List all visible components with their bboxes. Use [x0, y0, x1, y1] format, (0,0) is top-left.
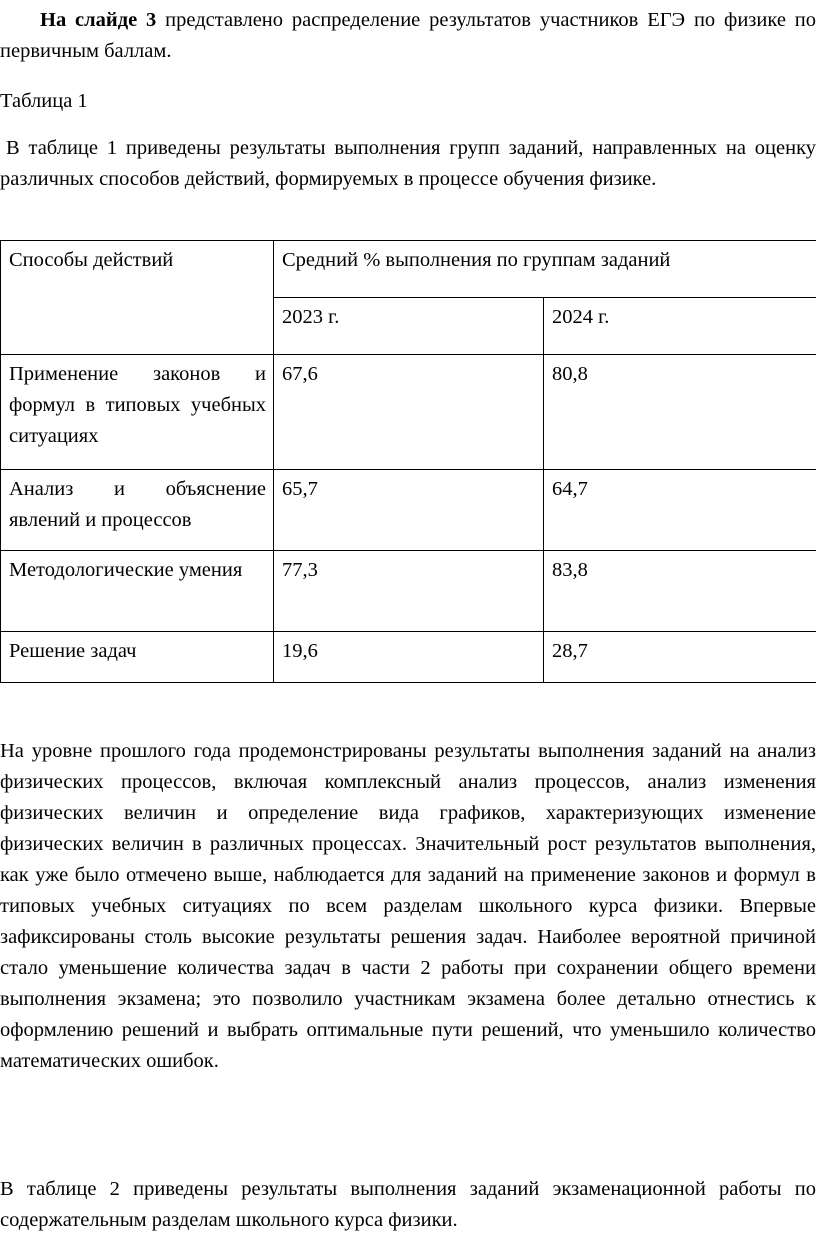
cell-2024: 80,8 — [544, 355, 816, 470]
slide-reference: На слайде 3 — [40, 9, 157, 31]
closing-paragraph: В таблице 2 приведены результаты выполнения заданий экзаменационной работы по содержательным разделам школьного курса физики. — [0, 1178, 816, 1231]
intro-text: представлено распределение результатов участников ЕГЭ по физике по первичным баллам. — [0, 9, 816, 62]
intro-paragraph — [0, 5, 816, 67]
table-row — [1, 355, 816, 470]
row-label: Анализ и объяснение явлений и процессов — [1, 470, 274, 551]
table-row — [1, 632, 816, 683]
row-label: Методологические умения — [1, 551, 274, 632]
row-label: Применение законов и формул в типовых учебных ситуациях — [1, 355, 274, 470]
cell-2024: 83,8 — [544, 551, 816, 632]
cell-2024: 28,7 — [544, 632, 816, 683]
table-row — [1, 551, 816, 632]
column-header-group: Средний % выполнения по группам заданий — [274, 241, 816, 298]
table-intro-text: В таблице 1 приведены результаты выполнения групп заданий, направленных на оценку различных способов действий, формируемых в процессе обучения физике. — [0, 137, 816, 190]
cell-2023: 19,6 — [274, 632, 544, 683]
cell-2023: 77,3 — [274, 551, 544, 632]
table-caption: Таблица 1 — [0, 90, 88, 112]
column-header-methods: Способы действий — [1, 241, 274, 355]
cell-2023: 65,7 — [274, 470, 544, 551]
table-header-row — [1, 241, 816, 298]
analysis-paragraph: На уровне прошлого года продемонстрированы результаты выполнения заданий на анализ физических процессов, включая комплексный анализ процессов, анализ изменения физических величин и определение вида графиков, характеризующих изменение физических величин в различных процессах. Значительный рост результатов выполнения, как уже было отмечено выше, наблюдается для заданий на применение законов и формул в типовых учебных ситуациях по всем разделам школьного курса физики. Впервые зафиксированы столь высокие результаты решения задач. Наиболее вероятной причиной стало уменьшение количества задач в части 2 работы при сохранении общего времени выполнения экзамена; это позволило участникам экзамена более детально отнестись к оформлению решений и выбрать оптимальные пути решений, что уменьшило количество математических ошибок. — [0, 740, 816, 1072]
year-header-2023: 2023 г. — [274, 298, 544, 355]
table-row — [1, 470, 816, 551]
year-header-2024: 2024 г. — [544, 298, 816, 355]
table-intro-paragraph — [0, 133, 816, 195]
cell-2023: 67,6 — [274, 355, 544, 470]
results-table — [0, 240, 816, 683]
cell-2024: 64,7 — [544, 470, 816, 551]
row-label: Решение задач — [1, 632, 274, 683]
